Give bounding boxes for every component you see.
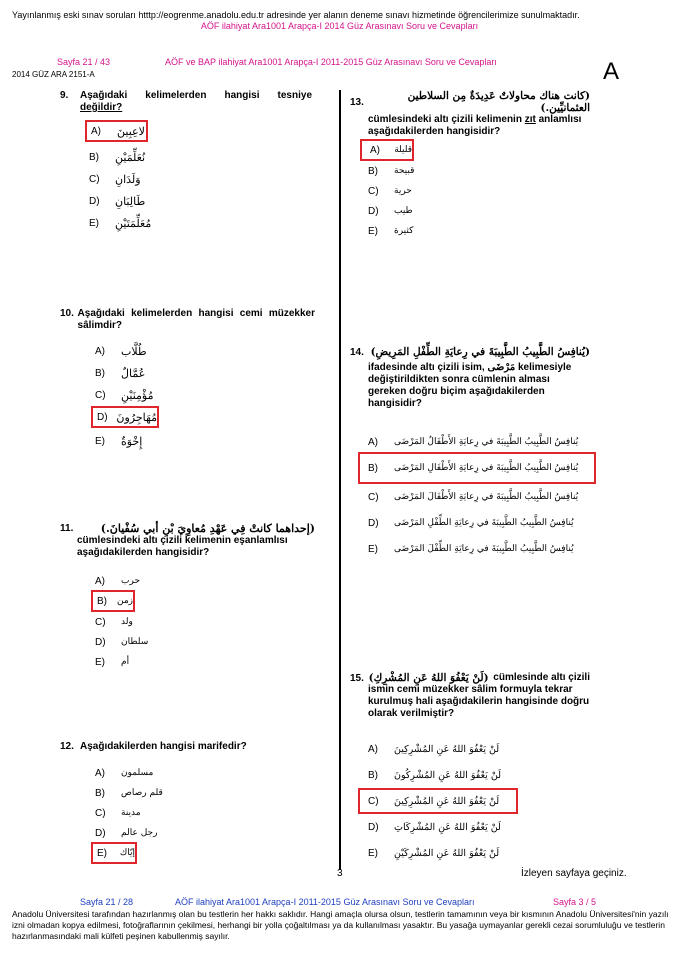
footer-disclaimer: Anadolu Üniversitesi tarafından hazırlanmış olan bu testlerin her hakkı saklıdır. Hangi amaçla olursa olsun, testlerin tamamının veya bir kısmının Anadolu Üniversitesi'nin yazılı izni olmadan kopya edilmesi, fotoğraflarının çekilmesi, herhangi bir yolla çoğaltılması ya da kullanılması yasaktır. Bu yasağa uymayanlar gerekli cezai sorumluluğu ve testlerin hazırlanmasındaki mali külfeti peşinen kabullenmiş sayılır. [12,909,669,941]
arabic-sentence: (كانت هناك محاولاتٌ عَدِيدَةٌ مِن السلاطين العثمانيِّين.) [407,90,590,114]
q15-options [368,736,583,866]
option-c[interactable]: C) حرية [368,185,412,197]
option-d[interactable]: D) رجل عالم [95,827,158,839]
option-c[interactable]: C) يُنافِسُ الطَّبِيبُ الطَّبِيبَةَ في رِعايَةِ الأَطْفَالَ المَرْضَى [368,491,579,503]
page-number: 3 [337,868,343,879]
option-a[interactable]: A) مسلمون [95,767,154,779]
option-b[interactable]: B) قبيحة [368,165,415,177]
q9-options [89,120,151,234]
option-b[interactable]: B) عُمَّالٌ [95,366,146,380]
option-c[interactable]: C) ولد [95,616,133,628]
question-text: Aşağıdaki kelimelerden hangisi cemi müzekker sâlimdir? [77,308,315,331]
question-12 [60,741,315,753]
option-b[interactable]: B) زمن [91,590,135,612]
option-a[interactable]: A) طُلَّاب [95,344,147,358]
question-11 [60,522,315,559]
column-divider [339,90,341,870]
question-text-emphasis: değildir? [80,102,123,113]
question-text-emphasis: zıt [524,114,536,125]
option-e[interactable]: E) إِخْوَةٌ [95,434,143,448]
option-b[interactable]: B) لَنْ يَعْفُوَ اللهُ عَنِ المُشْرِكُونَ [368,769,501,781]
q12-options [95,762,163,864]
question-number: 9. [60,90,69,101]
next-page-note: İzleyen sayfaya geçiniz. [521,868,627,879]
header-title: AÖF ve BAP ilahiyat Ara1001 Arapça-I 2011-2015 Güz Arasınavı Soru ve Cevapları [165,57,497,67]
question-text: cümlesindeki altı çizili kelimenin [368,114,522,125]
q10-options [95,340,159,452]
footer-page-left: Sayfa 21 / 28 [80,897,134,907]
option-a[interactable]: A) لَنْ يَعْفُوَ اللهُ عَنِ المُشْرِكِينَ [368,743,500,755]
question-text-cont: anlamlısı aşağıdakilerden hangisidir? [368,114,582,137]
option-b[interactable]: B) قلم رصاص [95,787,163,799]
option-d[interactable]: D) سلطان [95,636,149,648]
option-c[interactable]: C) مُؤْمِنَيْنِ [95,388,154,402]
option-e[interactable]: E) أم [95,656,130,668]
option-d[interactable]: D) لَنْ يَعْفُوَ اللهُ عَنِ المُشْرِكَاتِ [368,821,501,833]
question-number: 15. [350,672,364,684]
option-d[interactable]: D) مُهَاجِرُونَ [91,406,159,428]
question-number: 12. [60,741,74,752]
option-c[interactable]: C) لَنْ يَعْفُوَ اللهُ عَنِ المُشْرِكِينَ [358,788,518,814]
question-number: 13. [350,96,364,108]
question-text: ismin cemi müzekker sâlim formuyla tekrar kurulmuş hali aşağıdakilerin hangisinde doğru olarak verilmiştir? [368,684,590,719]
question-number: 10. [60,308,74,319]
question-14 [350,346,590,410]
arabic-sentence: (يُنافِسُ الطَّبِيبُ الطَّبِيبَةَ في رِعايَةِ الطِّفْلِ المَرِيضِ) [370,346,590,358]
option-d[interactable]: D) طيب [368,205,413,217]
question-number: 11. [60,523,74,534]
option-a[interactable]: A) يُنافِسُ الطَّبِيبُ الطَّبِيبَةَ في رِعايَةِ الأَطْفَالُ المَرْضَى [368,436,579,448]
footer-title: AÖF ilahiyat Ara1001 Arapça-I 2011-2015 Güz Arasınavı Soru ve Cevapları [175,897,475,907]
question-text-start: cümlesinde altı çizili [493,672,590,683]
booklet-letter: A [603,58,620,85]
question-15 [350,672,590,720]
option-e[interactable]: E) يُنافِسُ الطَّبِيبُ الطَّبِيبَةَ في رِعايَةِ الطِّفْلَ المَرْضَى [368,543,574,555]
top-note: Yayınlanmış eski sınav soruları htttp://eogrenme.anadolu.edu.tr adresinde yer alanın deneme sınavı hizmetinde öğrencilerimize sunulmaktadır. [12,10,580,20]
option-a[interactable]: A) قليلة [360,139,414,161]
option-c[interactable]: C) مدينة [95,807,141,819]
option-c[interactable]: C) وَلَدَانِ [89,172,141,186]
question-text: ifadesinde altı çizili isim, مَرْضَى kelimesiyle değiştirildikten sonra cümlenin alması gereken doğru biçim aşağıdakilerden hangisidir? [368,362,572,409]
option-e[interactable]: E) مُعَلِّمَتَيْنِ [89,216,152,230]
question-13 [350,90,590,138]
header-page: Sayfa 21 / 43 [57,57,111,67]
footer-page-right: Sayfa 3 / 5 [553,897,597,907]
q13-options [368,139,414,241]
option-e[interactable]: E) إيّاك [91,842,137,864]
option-b[interactable]: B) يُنافِسُ الطَّبِيبُ الطَّبِيبَةَ في رِعايَةِ الأَطْفَالِ المَرْضَى [358,452,596,484]
question-text: cümlesindeki altı çizili kelimenin eşanlamlısı aşağıdakilerden hangisidir? [77,535,288,558]
q11-options [95,572,148,672]
option-b[interactable]: B) نُعَلِّمَيْنِ [89,150,146,164]
arabic-sentence: (إحداهما كانتْ فِي عَهْدِ مُعاوِيَ بْنِ أبي سُفْيانَ.) [100,522,315,535]
top-subtitle: AÖF ilahiyat Ara1001 Arapça-I 2014 Güz Arasınavı Soru ve Cevapları [200,21,479,31]
arabic-sentence: (لَنْ يَعْفُوَ اللهُ عَنِ المُشْرِكِ) [368,672,489,684]
option-e[interactable]: E) كثيرة [368,225,414,237]
question-10 [60,308,315,332]
question-9 [60,90,315,114]
option-a[interactable]: A) لاعِبِينَ [85,120,148,142]
question-number: 14. [350,346,364,358]
option-e[interactable]: E) لَنْ يَعْفُوَ اللهُ عَنِ المُشْرِكَيْنِ [368,847,500,859]
question-text: Aşağıdaki kelimelerden hangisi tesniye [80,90,312,101]
question-text: Aşağıdakilerden hangisi marifedir? [80,741,247,752]
option-d[interactable]: D) طَالِبَانِ [89,194,146,208]
exam-code: 2014 GÜZ ARA 2151-A [12,70,95,79]
option-d[interactable]: D) يُنافِسُ الطَّبِيبُ الطَّبِيبَةَ في رِعايَةِ الطِّفْلِ المَرْضَى [368,517,574,529]
option-a[interactable]: A) حرب [95,575,141,587]
q14-options [368,432,593,562]
